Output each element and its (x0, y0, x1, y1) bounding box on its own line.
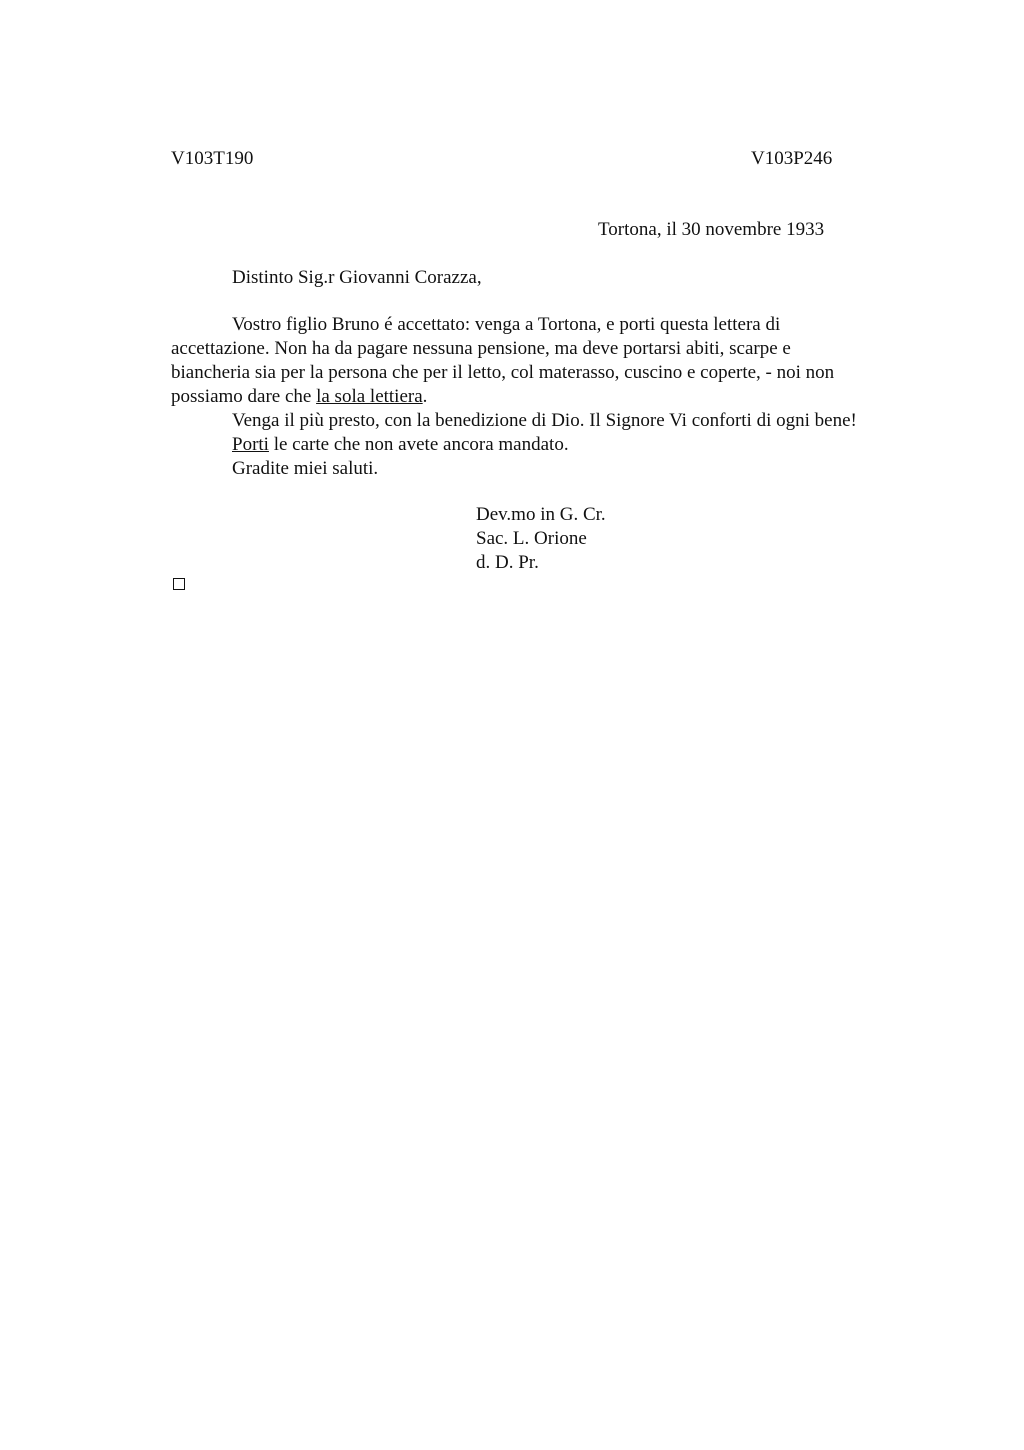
letter-body (171, 313, 931, 481)
closing-line: Sac. L. Orione (476, 528, 587, 549)
body-text-segment: le carte che non avete ancora mandato. (268, 434, 569, 455)
letter-date: Tortona, il 30 novembre 1933 (598, 219, 825, 240)
body-line: biancheria sia per la persona che per il letto, col materasso, cuscino e coperte, - noi non (171, 362, 835, 383)
body-line: accettazione. Non ha da pagare nessuna pensione, ma deve portarsi abiti, scarpe e (171, 338, 791, 359)
closing-line: Dev.mo in G. Cr. (476, 504, 606, 525)
letter-closing (476, 503, 606, 575)
letter-salutation: Distinto Sig.r Giovanni Corazza, (232, 267, 482, 288)
closing-line: d. D. Pr. (476, 552, 539, 573)
body-line: Vostro figlio Bruno é accettato: venga a Tortona, e porti questa lettera di (232, 314, 781, 335)
empty-square-icon (173, 578, 185, 590)
document-code-right: V103P246 (751, 148, 833, 169)
underlined-text: Porti (232, 434, 269, 455)
document-code-left: V103T190 (171, 148, 254, 169)
underlined-text: la sola lettiera (316, 386, 423, 407)
body-line: Gradite miei saluti. (232, 458, 379, 479)
body-line (171, 433, 931, 457)
body-text-segment: possiamo dare che (171, 386, 317, 407)
body-text-segment: . (422, 386, 428, 407)
body-line: Venga il più presto, con la benedizione di Dio. Il Signore Vi conforti di ogni bene! (232, 410, 857, 431)
body-line (171, 385, 931, 409)
